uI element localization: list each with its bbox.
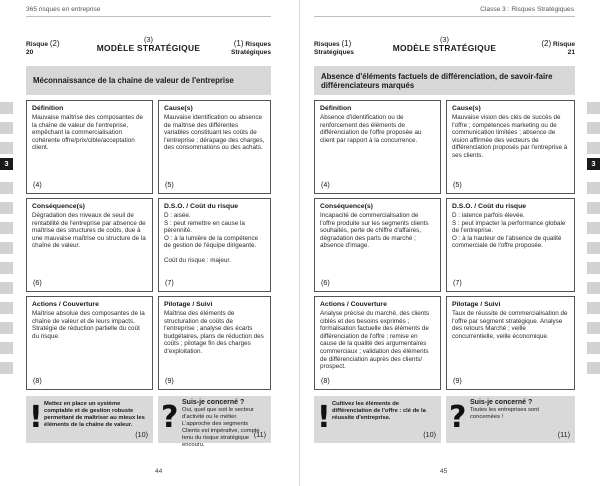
box-number: (8) — [33, 376, 42, 385]
box-text — [32, 114, 147, 152]
risk-label: Risque — [26, 41, 48, 48]
thumb-tab — [0, 342, 13, 354]
box-paragraph: Coût du risque : majeur. — [164, 256, 231, 264]
risk-type — [231, 40, 271, 56]
thumb-tab — [0, 242, 13, 254]
thumb-tab — [0, 222, 13, 234]
box-number: (8) — [321, 376, 330, 385]
model-title: MODÈLE STRATÉGIQUE — [96, 43, 201, 53]
thumb-tab — [587, 322, 600, 334]
box-number: (7) — [453, 278, 462, 287]
thumb-tab — [587, 362, 600, 374]
exclamation-icon: ! — [317, 400, 331, 435]
header-rule — [26, 16, 271, 17]
thumb-tab — [0, 182, 13, 194]
consequences-box — [314, 198, 441, 292]
box-paragraph: Incapacité de commercialisation de l'offre produite sur les segments clients souhaités, perte de chiffre d'affaires, dégradation des parts de marché ; absence d'image. — [320, 212, 429, 250]
concern-number: (11) — [253, 430, 266, 439]
box-title: D.S.O. / Coût du risque — [452, 203, 527, 210]
thumb-tab — [587, 182, 600, 194]
box-paragraph: Analyse précise du marché, des clients ciblés et des besoins exprimés ; formalisation factuelle des éléments de différenciation de l'offre ; remise en cause de la qualité des argumentaires commerciaux ; validation des éléments de différenciation auprès des clients/ prospect. — [320, 310, 430, 371]
box-text — [164, 212, 265, 265]
concern-text: Toutes les entreprises sont concernées ! — [470, 407, 539, 420]
thumb-tab — [587, 142, 600, 154]
model-header — [26, 35, 271, 61]
definition-box — [314, 100, 441, 194]
risk-paren: (2) — [49, 39, 60, 48]
box-number: (6) — [321, 278, 330, 287]
thumb-tab — [0, 142, 13, 154]
alert-text: Cultivez les éléments de différenciation de l'offre : clé de la réussite d'entreprise. — [332, 401, 426, 421]
left-page — [0, 0, 299, 486]
thumb-tab — [0, 122, 13, 134]
running-head: Classe 3 : Risques Stratégiques — [480, 6, 574, 13]
box-title: Cause(s) — [164, 105, 193, 112]
causes-box — [158, 100, 271, 194]
thumb-tab — [0, 302, 13, 314]
page-number: 44 — [155, 468, 163, 475]
thumb-tab — [0, 102, 13, 114]
box-title: D.S.O. / Coût du risque — [164, 203, 239, 210]
box-paragraph: D : latence parfois élevée. S : peut impacter la performance globale de l'entreprise. O : à la hauteur de l'absence de qualité commerciale de l'offre proposée. — [452, 212, 566, 250]
box-title: Définition — [32, 105, 64, 112]
concern-text: Oui, quel que soit le secteur d'activité ou le métier. L'approche des segments Clients est impérative, compte tenu du risque stratégique encouru. — [182, 407, 260, 448]
type-label-2: Stratégiques — [231, 48, 271, 56]
box-number: (9) — [165, 376, 174, 385]
box-text — [452, 310, 569, 340]
box-paragraph: Absence d'identification ou de renforcement des éléments de différenciation de l'offre proposée au client par rapport à la concurrence. — [320, 114, 422, 144]
dso-box — [158, 198, 271, 292]
thumb-tab — [0, 322, 13, 334]
box-number: (5) — [165, 180, 174, 189]
box-title: Actions / Couverture — [32, 301, 99, 308]
box-text — [164, 310, 265, 356]
box-paragraph: Dégradation des niveaux de seuil de rentabilité de l'entreprise par absence de maîtrise des structures de coûts, due à une mauvaise maîtrise ou structure de la chaîne de valeur. — [32, 212, 146, 250]
thumb-tab — [587, 302, 600, 314]
thumb-tab — [0, 262, 13, 274]
thumb-tab — [587, 222, 600, 234]
box-text — [320, 212, 435, 250]
box-title: Définition — [320, 105, 352, 112]
type-label-2: Stratégiques — [314, 48, 354, 56]
actions-box — [26, 296, 153, 390]
consequences-box — [26, 198, 153, 292]
box-text — [452, 114, 569, 160]
actions-box — [314, 296, 441, 390]
alert-box — [26, 396, 153, 443]
box-title: Pilotage / Suivi — [164, 301, 213, 308]
thumb-tab — [587, 202, 600, 214]
box-title: Conséquence(s) — [32, 203, 85, 210]
box-number: (5) — [453, 180, 462, 189]
type-paren: (1) — [341, 39, 352, 48]
box-paragraph: Taux de réussite de commercialisation de l'offre par segment stratégique. Analyse des retours Marché ; veille concurrentielle, veille économique. — [452, 310, 568, 340]
risk-id — [541, 40, 575, 56]
thumb-tab — [587, 342, 600, 354]
box-title: Conséquence(s) — [320, 203, 373, 210]
causes-box — [446, 100, 575, 194]
model-number: (3) — [143, 35, 154, 44]
box-paragraph: Mauvaise identification ou absence de maîtrise des différentes variables constituant les coûts de l'entreprise ; dérapage des charges, des consommations ou des achats. — [164, 114, 265, 152]
thumb-tab — [0, 362, 13, 374]
type-label: Risques — [245, 41, 271, 48]
risk-number: 21 — [567, 48, 575, 56]
concern-number: (11) — [557, 430, 570, 439]
type-paren: (1) — [233, 39, 244, 48]
section-tab: 3 — [587, 158, 600, 170]
box-number: (9) — [453, 376, 462, 385]
box-title: Pilotage / Suivi — [452, 301, 501, 308]
running-head: 365 risques en entreprise — [26, 6, 101, 13]
concern-box — [158, 396, 271, 448]
box-paragraph: Maîtrise absolue des composantes de la chaîne de valeur et de leurs impacts. Stratégie de réduction partielle du coût du risque. — [32, 310, 145, 340]
thumb-tab — [587, 102, 600, 114]
thumb-tab — [587, 122, 600, 134]
thumb-tab — [0, 202, 13, 214]
risk-title: Absence d'éléments factuels de différenciation, de savoir-faire différenciateurs marqués — [314, 66, 575, 95]
box-paragraph: Mauvaise vision des clés de succès de l'offre ; compétences marketing ou de communication limitées ; absence de vision affirmée des vecteurs de différenciation proposés par l'entreprise à ses clients. — [452, 114, 568, 159]
box-number: (4) — [33, 180, 42, 189]
thumb-tab — [587, 242, 600, 254]
model-header — [314, 35, 575, 61]
exclamation-icon: ! — [29, 400, 43, 435]
box-text — [32, 212, 147, 250]
header-rule — [314, 16, 575, 17]
box-title: Cause(s) — [452, 105, 481, 112]
box-text — [452, 212, 569, 250]
box-paragraph: Maîtrise des éléments de structuration de coûts de l'entreprise ; analyse des écarts budgétaires, plans de réduction des coûts ; pilotage fin des charges d'exploitation. — [164, 310, 264, 355]
thumb-tab — [587, 282, 600, 294]
box-paragraph: D : aisée. S : peut remettre en cause la pérennité. O : à la lumière de la compétence de gestion de l'équipe dirigeante. — [164, 212, 259, 250]
model-number: (3) — [439, 35, 450, 44]
section-tab: 3 — [0, 158, 13, 170]
right-page — [300, 0, 600, 486]
thumb-tab — [587, 262, 600, 274]
pilotage-box — [446, 296, 575, 390]
definition-box — [26, 100, 153, 194]
risk-number: 20 — [26, 48, 34, 56]
dso-box — [446, 198, 575, 292]
box-number: (7) — [165, 278, 174, 287]
box-text — [164, 114, 265, 152]
pilotage-box — [158, 296, 271, 390]
alert-box — [314, 396, 441, 443]
box-text — [32, 310, 147, 340]
page-number: 45 — [440, 468, 448, 475]
alert-text: Mettez en place un système comptable et de gestion robuste permettant de maîtriser au mieux les éléments de la chaîne de valeur. — [44, 401, 145, 428]
box-number: (6) — [33, 278, 42, 287]
model-title: MODÈLE STRATÉGIQUE — [392, 43, 497, 53]
box-paragraph: Mauvaise maîtrise des composantes de la chaîne de valeur de l'entreprise, empêchant la commercialisation cohérente offre/prix/cible/acceptation client. — [32, 114, 143, 152]
box-text — [320, 114, 435, 144]
type-label: Risques — [314, 41, 340, 48]
risk-label: Risque — [553, 41, 575, 48]
box-number: (4) — [321, 180, 330, 189]
risk-title: Méconnaissance de la chaine de valeur de l'entreprise — [26, 66, 271, 95]
concern-title: Suis-je concerné ? — [470, 399, 533, 406]
alert-number: (10) — [135, 430, 148, 439]
question-icon: ? — [449, 400, 467, 435]
alert-number: (10) — [423, 430, 436, 439]
thumb-tab — [0, 282, 13, 294]
question-icon: ? — [161, 400, 179, 435]
box-text — [320, 310, 435, 371]
concern-title: Suis-je concerné ? — [182, 399, 245, 406]
box-title: Actions / Couverture — [320, 301, 387, 308]
risk-paren: (2) — [541, 39, 552, 48]
concern-box — [446, 396, 575, 443]
